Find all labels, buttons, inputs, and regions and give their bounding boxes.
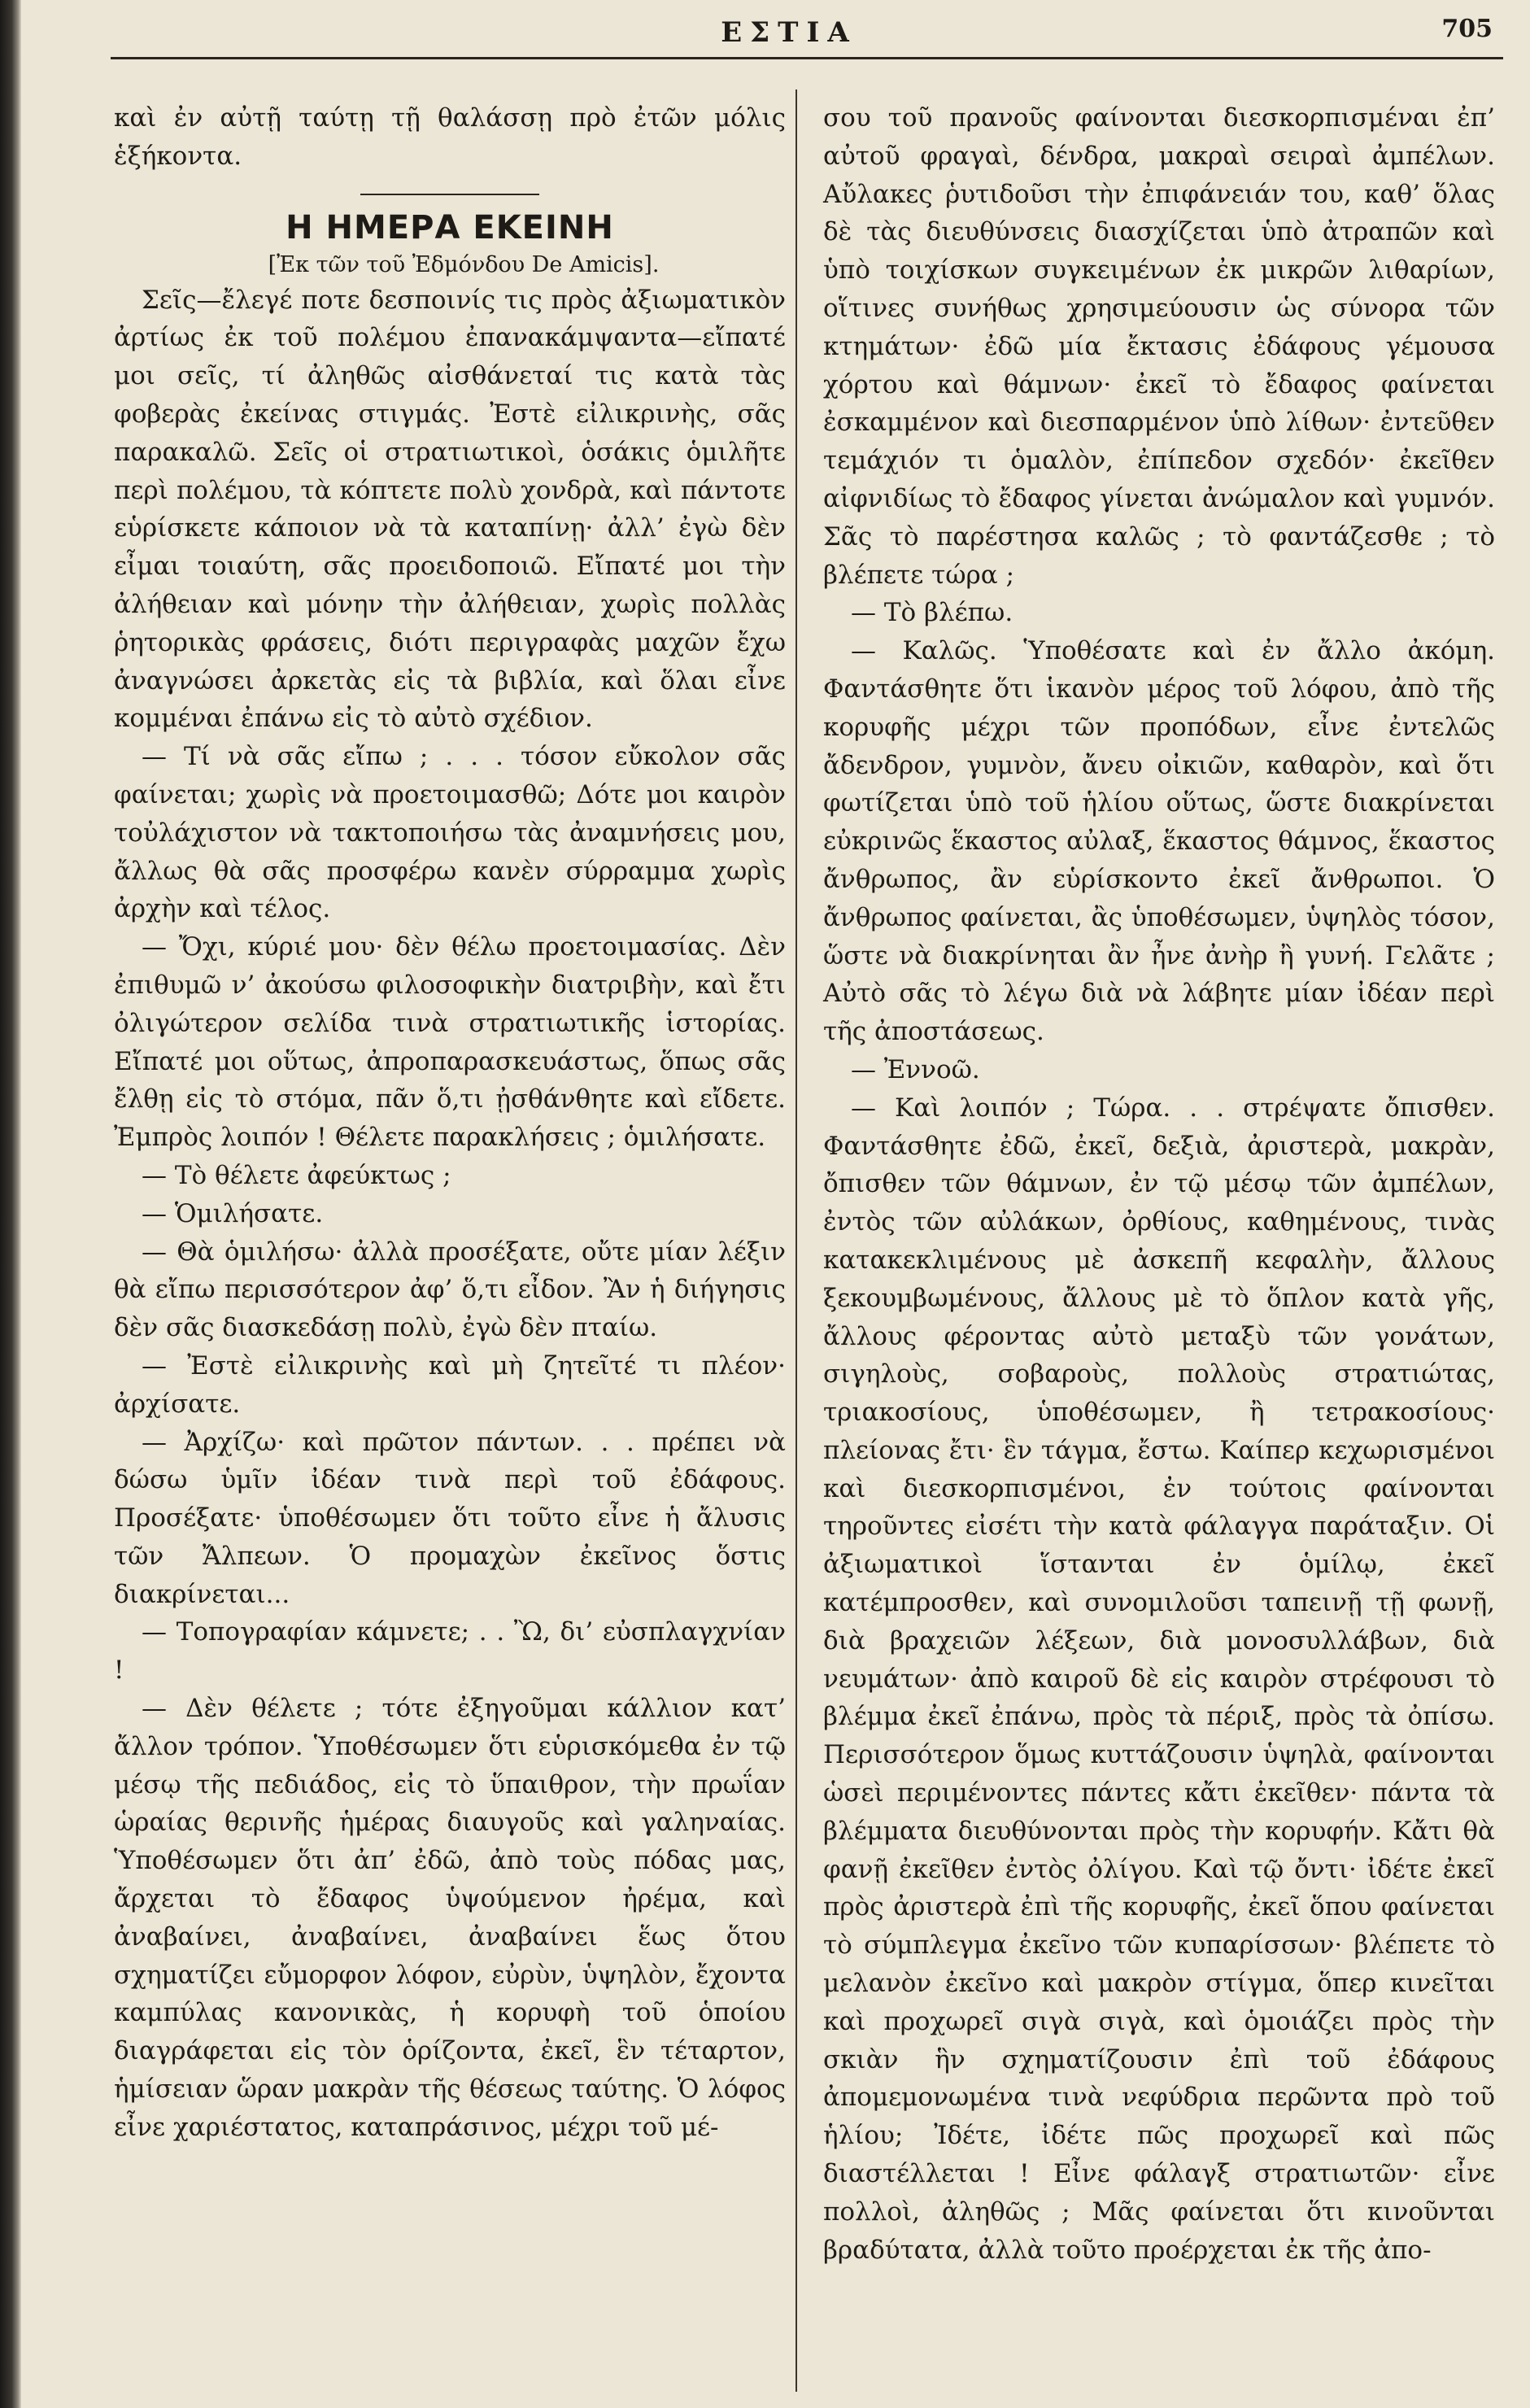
paragraph: — Τοπογραφίαν κάμνετε; . . Ὢ, δι’ εὐσπλαγχνίαν ! bbox=[114, 1617, 786, 1686]
header-rule bbox=[111, 57, 1503, 59]
paragraph: — Δὲν θέλετε ; τότε ἐξηγοῦμαι κάλλιον κατ’ ἄλλον τρόπον. Ὑποθέσωμεν ὅτι εὑρισκόμεθα ἐν τῷ μέσῳ τῆς πεδιάδος, εἰς τὸ ὕπαιθρον, τὴν πρωΐαν ὡραίας θερινῆς ἡμέρας διαυγοῦς καὶ γαληναίας. Ὑποθέσωμεν ὅτι ἀπ’ ἐδῶ, ἀπὸ τοὺς πόδας μας, ἄρχεται τὸ ἔδαφος ὑψούμενον ἠρέμα, καὶ ἀναβαίνει, ἀναβαίνει, ἀναβαίνει ἕως ὅτου σχηματίζει εὔμορφον λόφον, εὐρὺν, ὑψηλὸν, ἔχοντα καμπύλας κανονικὰς, ἡ κορυφὴ τοῦ ὁποίου διαγράφεται εἰς τὸν ὁρίζοντα, ἐκεῖ, ἓν τέταρτον, ἡμίσειαν ὥραν μακρὰν τῆς θέσεως ταύτης. Ὁ λόφος εἶνε χαριέστατος, καταπράσινος, μέχρι τοῦ μέ- bbox=[114, 1694, 786, 2142]
paragraph: σου τοῦ πρανοῦς φαίνονται διεσκορπισμέναι ἐπ’ αὐτοῦ φραγαὶ, δένδρα, μακραὶ σειραὶ ἀμπέλων. Αὔλακες ῥυτιδοῦσι τὴν ἐπιφάνειάν του, καθ’ ὅλας δὲ τὰς διευθύνσεις διασχίζεται ὑπὸ ἀτραπῶν καὶ ὑπὸ τοιχίσκων συγκειμένων ἐκ μικρῶν λιθαρίων, οἵτινες συνήθως χρησιμεύουσιν ὡς σύνορα τῶν κτημάτων· ἐδῶ μία ἔκτασις ἐδάφους γέμουσα χόρτου καὶ θάμνων· ἐκεῖ τὸ ἔδαφος φαίνεται ἐσκαμμένον καὶ διεσπαρμένον ὑπὸ λίθων· ἐντεῦθεν τεμάχιόν τι ὁμαλὸν, ἐπίπεδον σχεδόν· ἐκεῖθεν αἰφνιδίως τὸ ἔδαφος γίνεται ἀνώμαλον καὶ γυμνόν. Σᾶς τὸ παρέστησα καλῶς ; τὸ φαντάζεσθε ; τὸ βλέπετε τώρα ; bbox=[823, 103, 1495, 590]
paragraph: — Ἐννοῶ. bbox=[851, 1054, 980, 1084]
source-note: [Ἐκ τῶν τοῦ Ἐδμόνδου De Amicis]. bbox=[268, 251, 660, 277]
right-column bbox=[823, 99, 1495, 2269]
paragraph: Σεῖς—ἔλεγέ ποτε δεσποινίς τις πρὸς ἀξιωματικὸν ἀρτίως ἐκ τοῦ πολέμου ἐπανακάμψαντα—εἴπατέ μοι σεῖς, τί ἀληθῶς αἰσθάνεταί τις κατὰ τὰς φοβερὰς ἐκείνας στιγμάς. Ἐστὲ εἰλικρινὴς, σᾶς παρακαλῶ. Σεῖς οἱ στρατιωτικοὶ, ὁσάκις ὁμιλῆτε περὶ πολέμου, τὰ κόπτετε πολὺ χονδρὰ, καὶ πάντοτε εὑρίσκετε κάποιον νὰ τὰ καταπίνῃ· ἀλλ’ ἐγὼ δὲν εἶμαι τοιαύτη, σᾶς προειδοποιῶ. Εἴπατέ μοι τὴν ἀλήθειαν καὶ μόνην τὴν ἀλήθειαν, χωρὶς πολλὰς ῥητορικὰς φράσεις, διότι περιγραφὰς μαχῶν ἔχω ἀναγνώσει ἀρκετὰς εἰς τὰ βιβλία, καὶ ὅλαι εἶνε κομμέναι ἐπάνω εἰς τὸ αὐτὸ σχέδιον. bbox=[114, 285, 786, 734]
column-divider bbox=[796, 89, 797, 2392]
page-number: 705 bbox=[1441, 15, 1493, 43]
paragraph: — Τὸ θέλετε ἀφεύκτως ; bbox=[142, 1160, 451, 1190]
paragraph: — Καλῶς. Ὑποθέσατε καὶ ἐν ἄλλο ἀκόμη. Φαντάσθητε ὅτι ἱκανὸν μέρος τοῦ λόφου, ἀπὸ τῆς κορυφῆς μέχρι τῶν προπόδων, εἶνε ἐντελῶς ἄδενδρον, γυμνὸν, ἄνευ οἰκιῶν, καθαρὸν, καὶ ὅτι φωτίζεται ὑπὸ τοῦ ἡλίου οὕτως, ὥστε διακρίνεται εὐκρινῶς ἕκαστος αὐλαξ, ἕκαστος θάμνος, ἕκαστος ἄνθρωπος, ἂν εὑρίσκοντο ἐκεῖ ἄνθρωποι. Ὁ ἄνθρωπος φαίνεται, ἂς ὑποθέσωμεν, ὑψηλὸς τόσον, ὥστε νὰ διακρίνηται ἂν ἦνε ἀνὴρ ἢ γυνή. Γελᾶτε ; Αὐτὸ σᾶς τὸ λέγω διὰ νὰ λάβητε μίαν ἰδέαν περὶ τῆς ἀποστάσεως. bbox=[823, 636, 1495, 1047]
paragraph: — Τί νὰ σᾶς εἴπω ; . . . τόσον εὔκολον σᾶς φαίνεται; χωρὶς νὰ προετοιμασθῶ; Δότε μοι καιρὸν τοὐλάχιστον νὰ τακτοποιήσω τὰς ἀναμνήσεις μου, ἄλλως θὰ σᾶς προσφέρω κανὲν σύρραμμα χωρὶς ἀρχὴν καὶ τέλος. bbox=[114, 742, 786, 924]
running-title: ΕΣΤΙΑ bbox=[721, 16, 857, 49]
paragraph: — Ὁμιλήσατε. bbox=[142, 1198, 324, 1228]
paragraph: — Τὸ βλέπω. bbox=[851, 598, 1013, 628]
paragraph: — Ἐστὲ εἰλικρινὴς καὶ μὴ ζητεῖτέ τι πλέον· ἀρχίσατε. bbox=[114, 1350, 786, 1419]
continuation-text: καὶ ἐν αὐτῇ ταύτῃ τῇ θαλάσσῃ πρὸ ἐτῶν μόλις ἑξήκοντα. bbox=[114, 103, 786, 171]
paragraph: — Ὄχι, κύριέ μου· δὲν θέλω προετοιμασίας. Δὲν ἐπιθυμῶ ν’ ἀκούσω φιλοσοφικὴν διατριβὴν, καὶ ἔτι ὀλιγώτερον σελίδα τινὰ στρατιωτικῆς ἱστορίας. Εἴπατέ μοι οὕτως, ἀπροπαρασκευάστως, ὅπως σᾶς ἔλθῃ εἰς τὸ στόμα, πᾶν ὅ,τι ᾐσθάνθητε καὶ εἴδετε. Ἐμπρὸς λοιπόν ! Θέλετε παρακλήσεις ; ὁμιλήσατε. bbox=[114, 932, 786, 1153]
left-column bbox=[114, 99, 786, 2147]
article-title: Η ΗΜΕΡΑ ΕΚΕΙΝΗ bbox=[286, 208, 614, 246]
paragraph: — Ἀρχίζω· καὶ πρῶτον πάντων. . . πρέπει νὰ δώσω ὑμῖν ἰδέαν τινὰ περὶ τοῦ ἐδάφους. Προσέξατε· ὑποθέσωμεν ὅτι τοῦτο εἶνε ἡ ἄλυσις τῶν Ἄλπεων. Ὁ προμαχὼν ἐκεῖνος ὅστις διακρίνεται... bbox=[114, 1427, 786, 1609]
paragraph: — Θὰ ὁμιλήσω· ἀλλὰ προσέξατε, οὔτε μίαν λέξιν θὰ εἴπω περισσότερον ἀφ’ ὅ,τι εἶδον. Ἂν ἡ διήγησις δὲν σᾶς διασκεδάσῃ πολὺ, ἐγὼ δὲν πταίω. bbox=[114, 1237, 786, 1343]
title-rule bbox=[360, 194, 539, 195]
paragraph: — Καὶ λοιπόν ; Τώρα. . . στρέψατε ὄπισθεν. Φαντάσθητε ἐδῶ, ἐκεῖ, δεξιὰ, ἀριστερὰ, μακρὰν, ὄπισθεν τῶν θάμνων, ἐν τῷ μέσῳ τῶν ἀμπέλων, ἐντὸς τῶν αὐλάκων, ὀρθίους, καθημένους, τινὰς κατακεκλιμένους μὲ ἀσκεπῆ κεφαλὴν, ἄλλους ξεκουμβωμένους, ἄλλους μὲ τὸ ὅπλον κατὰ γῆς, ἄλλους φέροντας αὐτὸ μεταξὺ τῶν γονάτων, σιγηλοὺς, σοβαροὺς, πολλοὺς στρατιώτας, τριακοσίους, ὑποθέσωμεν, ἢ τετρακοσίους· πλείονας ἔτι· ἓν τάγμα, ἔστω. Καίπερ κεχωρισμένοι καὶ διεσκορπισμένοι, ἐν τούτοις φαίνονται τηροῦντες εἰσέτι τὴν κατὰ φάλαγγα παράταξιν. Οἱ ἀξιωματικοὶ ἵστανται ἐν ὁμίλῳ, ἐκεῖ κατέμπροσθεν, καὶ συνομιλοῦσι ταπεινῇ τῇ φωνῇ, διὰ βραχειῶν λέξεων, διὰ μονοσυλλάβων, διὰ νευμάτων· ἀπὸ καιροῦ δὲ εἰς καιρὸν στρέφουσι τὸ βλέμμα ἐκεῖ ἐπάνω, πρὸς τὰ πέριξ, πρὸς τὰ ὀπίσω. Περισσότερον ὅμως κυττάζουσιν ὑψηλὰ, φαίνονται ὡσεὶ περιμένοντες πάντες κἄτι ἐκεῖθεν· πάντα τὰ βλέμματα διευθύνονται πρὸς τὴν κορυφήν. Κἄτι θὰ φανῇ ἐκεῖθεν ἐντὸς ὀλίγου. Καὶ τῷ ὄντι· ἰδέτε ἐκεῖ πρὸς ἀριστερὰ ἐπὶ τῆς κορυφῆς, ἐκεῖ ὅπου φαίνεται τὸ σύμπλεγμα ἐκεῖνο τῶν κυπαρίσσων· βλέπετε τὸ μελανὸν ἐκεῖνο καὶ μακρὸν στίγμα, ὅπερ κινεῖται καὶ προχωρεῖ σιγὰ σιγὰ, καὶ ὁμοιάζει πρὸς τὴν σκιὰν ἣν σχηματίζουσιν ἐπὶ τοῦ ἐδάφους ἀπομεμονωμένα τινὰ νεφύδρια περῶντα πρὸ τοῦ ἡλίου; Ἰδέτε, ἰδέτε πῶς προχωρεῖ καὶ πῶς διαστέλλεται ! Εἶνε φάλαγξ στρατιωτῶν· εἶνε πολλοὶ, ἀληθῶς ; Μᾶς φαίνεται ὅτι κινοῦνται βραδύτατα, ἀλλὰ τοῦτο προέρχεται ἐκ τῆς ἀπο- bbox=[823, 1093, 1495, 2265]
